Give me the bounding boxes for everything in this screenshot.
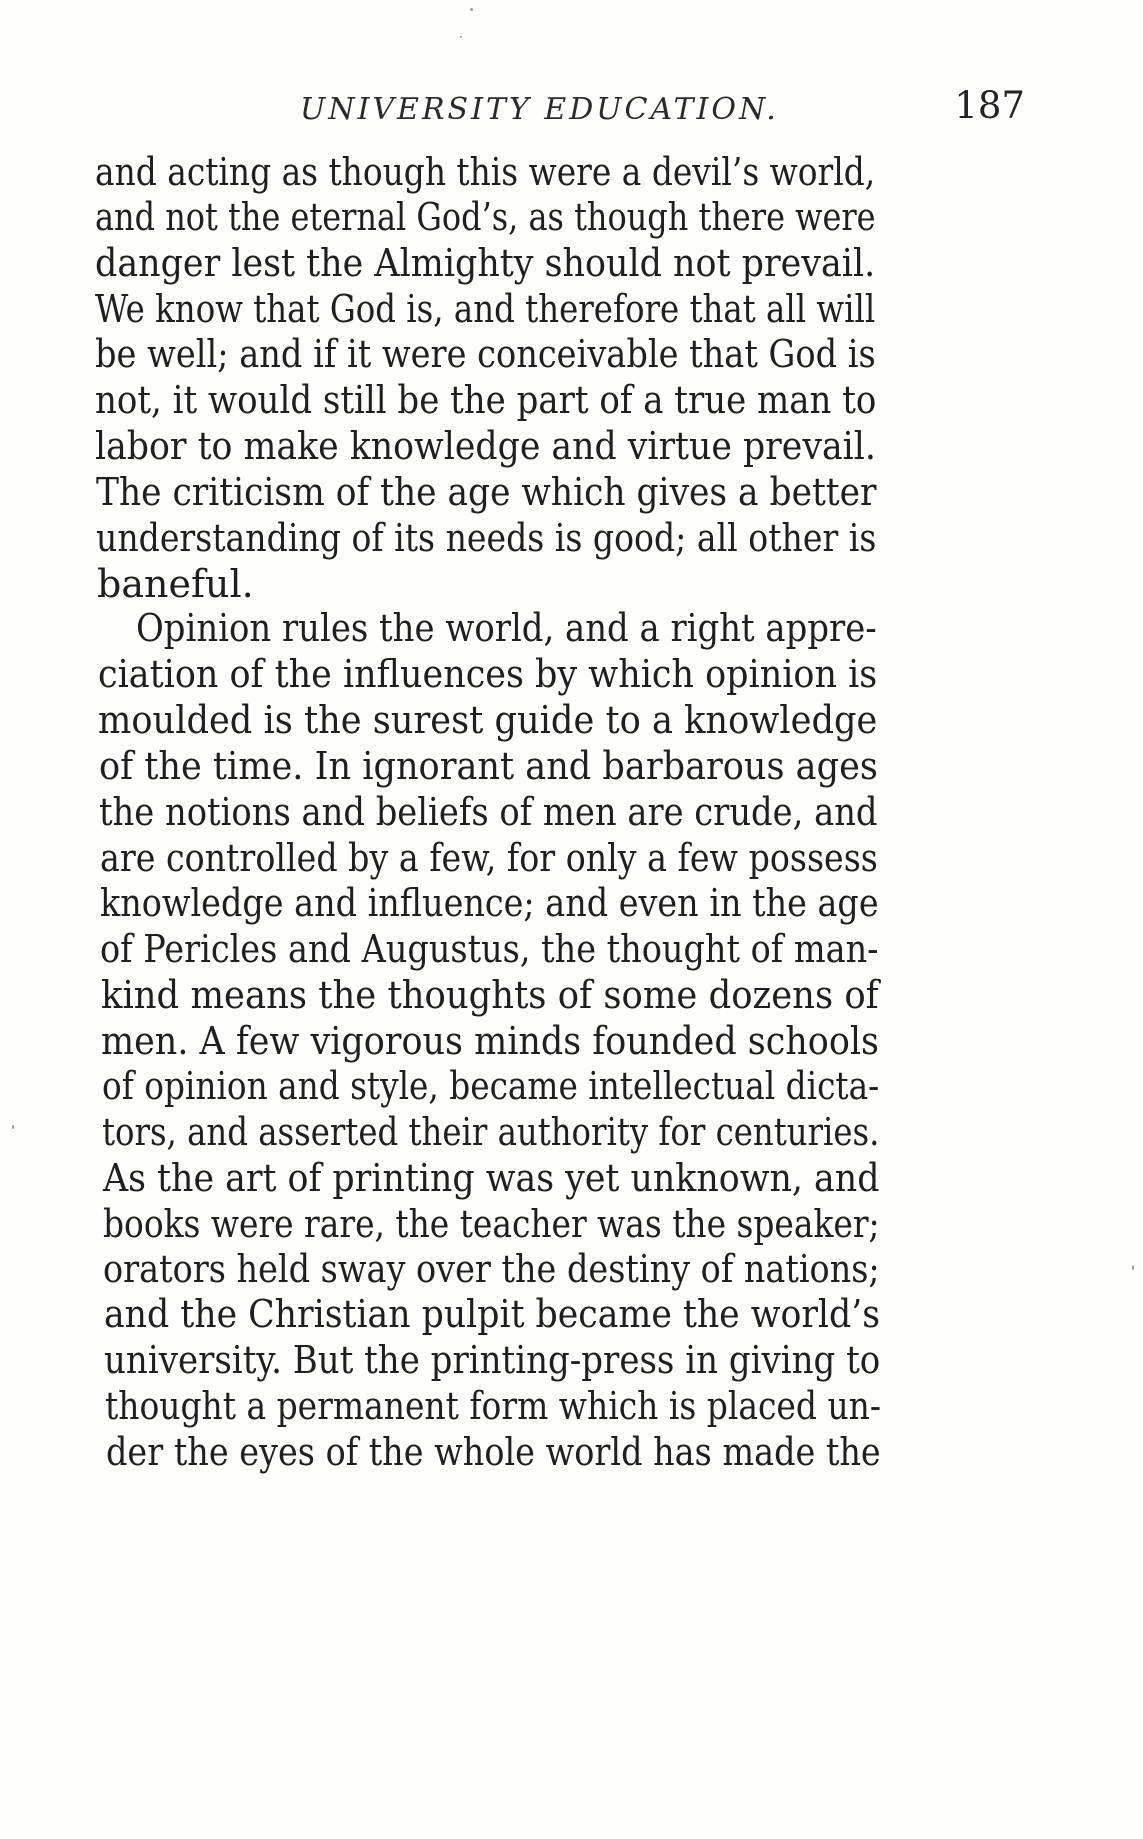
text-line: not, it would still be the part of a true man to — [95, 378, 877, 422]
paper-speck — [12, 1125, 14, 1129]
text-line: ciation of the influences by which opinion is — [98, 652, 878, 696]
text-line: be well; and if it were conceivable that God is — [95, 332, 876, 376]
text-line: Opinion rules the world, and a right appre- — [136, 606, 877, 650]
text-line: men. A few vigorous minds founded schools — [101, 1019, 879, 1063]
text-line: kind means the thoughts of some dozens of — [101, 973, 879, 1017]
text-line: baneful. — [97, 562, 254, 606]
text-line: As the art of printing was yet unknown, and — [103, 1156, 880, 1200]
text-line: der the eyes of the whole world has made the — [106, 1430, 881, 1474]
text-line: tors, and asserted their authority for centuries. — [102, 1110, 880, 1154]
text-line: of the time. In ignorant and barbarous ages — [99, 744, 878, 788]
paper-speck — [460, 36, 462, 38]
text-line: We know that God is, and therefore that all will — [95, 287, 876, 331]
paper-speck — [1132, 1265, 1134, 1270]
text-line: labor to make knowledge and virtue prevail. — [95, 424, 876, 468]
text-line: of opinion and style, became intellectual dicta- — [102, 1064, 880, 1108]
text-line: orators held sway over the destiny of nations; — [103, 1247, 880, 1291]
text-line: and not the eternal God’s, as though there were — [95, 195, 876, 239]
text-line: danger lest the Almighty should not prevail. — [95, 241, 876, 285]
text-line: university. But the printing-press in giving to — [104, 1338, 881, 1382]
paper-speck — [470, 8, 473, 11]
page-number: 187 — [954, 84, 1025, 127]
text-line: books were rare, the teacher was the speaker; — [103, 1202, 880, 1246]
text-line: and the Christian pulpit became the world’s — [104, 1292, 881, 1336]
text-line: and acting as though this were a devil’s world, — [95, 150, 876, 194]
text-line: understanding of its needs is good; all other is — [96, 516, 877, 560]
text-line: moulded is the surest guide to a knowledge — [98, 698, 878, 742]
text-line: thought a permanent form which is placed un- — [105, 1384, 882, 1428]
text-line: knowledge and influence; and even in the age — [100, 881, 879, 925]
running-title: UNIVERSITY EDUCATION. — [300, 92, 779, 127]
text-line: The criticism of the age which gives a better — [96, 470, 877, 514]
text-line: of Pericles and Augustus, the thought of man- — [100, 927, 879, 971]
text-line: the notions and beliefs of men are crude, and — [99, 790, 878, 834]
text-line: are controlled by a few, for only a few possess — [100, 836, 878, 880]
